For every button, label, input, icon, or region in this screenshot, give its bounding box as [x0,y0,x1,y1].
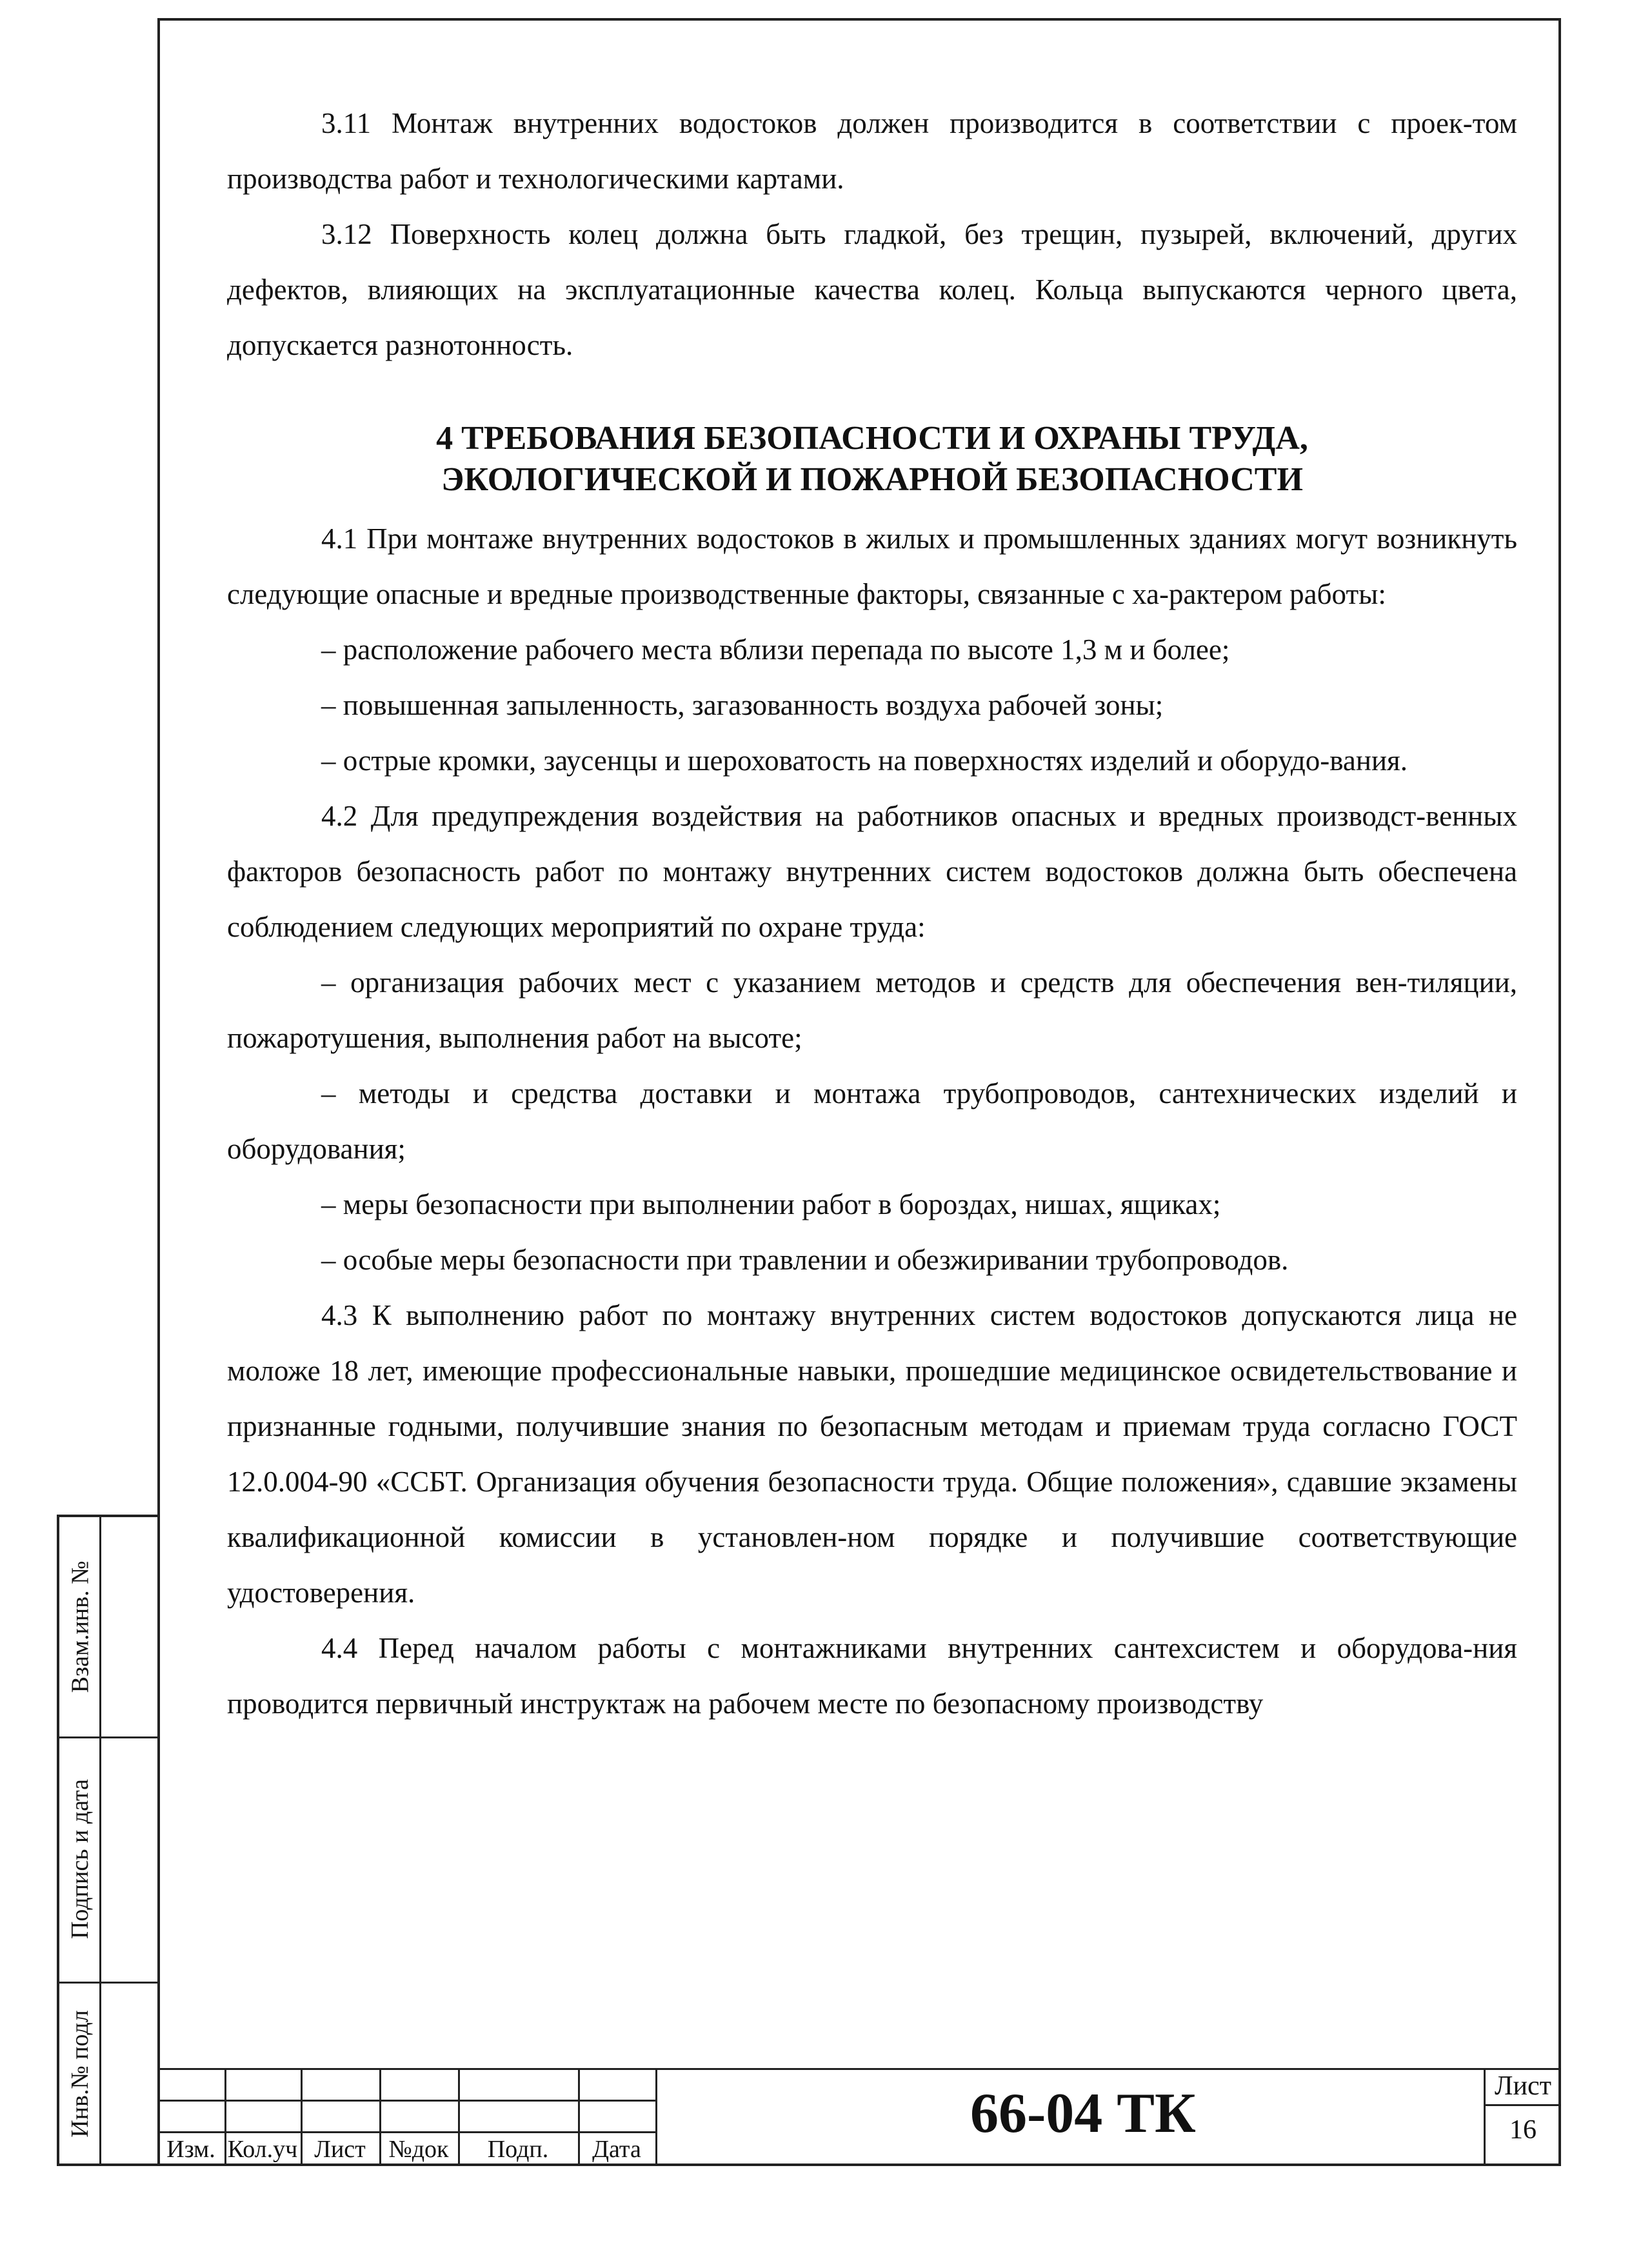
paragraph-4-3: 4.3 К выполнению работ по монтажу внутренних систем водостоков допускаются лица не моложе 18 лет, имеющие профессиональные навыки, прошедшие медицинское освидетельствование и признанные годными, получившие знания по безопасным методам и приемам труда согласно ГОСТ 12.0.004-90 «ССБТ. Организация обучения безопасности труда. Общие положения», сдавшие экзамены квалификационной комиссии в установлен-ном порядке и получившие соответствующие удостоверения. [227,1299,1517,1609]
col-label-date: Дата [592,2136,641,2163]
side-label-inventory: Инв.№ подл [66,2010,94,2138]
list-item: – меры безопасности при выполнении работ в бороздах, нишах, ящиках; [321,1188,1221,1220]
paragraph-3-12: 3.12 Поверхность колец должна быть гладкой, без трещин, пузырей, включений, других дефектов, влияющих на эксплуатационные качества колец. Кольца выпускаются черного цвета, допускается разнотонность. [227,218,1517,361]
col-label-docnum: №док [388,2136,449,2163]
title-block-line [157,2131,655,2133]
col-label-sheet: Лист [314,2136,366,2163]
sheet-number: 16 [1509,2115,1537,2145]
title-block-line [655,2068,657,2166]
list-item: – методы и средства доставки и монтажа трубопроводов, сантехнических изделий и оборудования; [227,1077,1517,1165]
col-label-count: Кол.уч [227,2136,298,2163]
side-label-signature-date: Подпись и дата [66,1778,94,1940]
title-block-line [1484,2104,1561,2106]
paragraph-4-1: 4.1 При монтаже внутренних водостоков в жилых и промышленных зданиях могут возникнуть следующие опасные и вредные производственные факторы, связанные с ха-рактером работы: [227,522,1517,610]
paragraph-4-2: 4.2 Для предупреждения воздействия на работников опасных и вредных производст-венных факторов безопасность работ по монтажу внутренних систем водостоков должна быть обеспечена соблюдением следующих мероприятий по охране труда: [227,800,1517,943]
section-heading: 4 ТРЕБОВАНИЯ БЕЗОПАСНОСТИ И ОХРАНЫ ТРУДА, ЭКОЛОГИЧЕСКОЙ И ПОЖАРНОЙ БЕЗОПАСНОСТИ [436,420,1308,498]
paragraph-3-11: 3.11 Монтаж внутренних водостоков должен производится в соответствии с проек-том производства работ и технологическими картами. [227,107,1517,195]
title-block [157,2068,1561,2166]
side-divider [99,1517,101,2164]
side-stamp [57,1515,157,2166]
sheet-label: Лист [1495,2071,1551,2101]
col-label-signature: Подп. [487,2136,549,2163]
list-item: – организация рабочих мест с указанием методов и средств для обеспечения вен-тиляции, пожаротушения, выполнения работ на высоте; [227,966,1517,1054]
list-item: – особые меры безопасности при травлении и обезжиривании трубопроводов. [321,1244,1289,1276]
list-item: – повышенная запыленность, загазованность воздуха рабочей зоны; [321,689,1164,721]
title-block-line [157,2100,655,2102]
list-item: – острые кромки, заусенцы и шероховатость на поверхностях изделий и оборудо-вания. [321,744,1408,777]
document-body [227,95,1517,1731]
side-label-replacement: Взам.инв. № [66,1560,94,1693]
col-label-change: Изм. [166,2136,215,2163]
document-code: 66-04 ТК [970,2082,1196,2145]
paragraph-4-4: 4.4 Перед началом работы с монтажниками внутренних сантехсистем и оборудова-ния проводится первичный инструктаж на рабочем месте по безопасному производству [227,1632,1517,1720]
list-item: – расположение рабочего места вблизи перепада по высоте 1,3 м и более; [321,633,1230,666]
title-block-line [157,2068,1561,2070]
